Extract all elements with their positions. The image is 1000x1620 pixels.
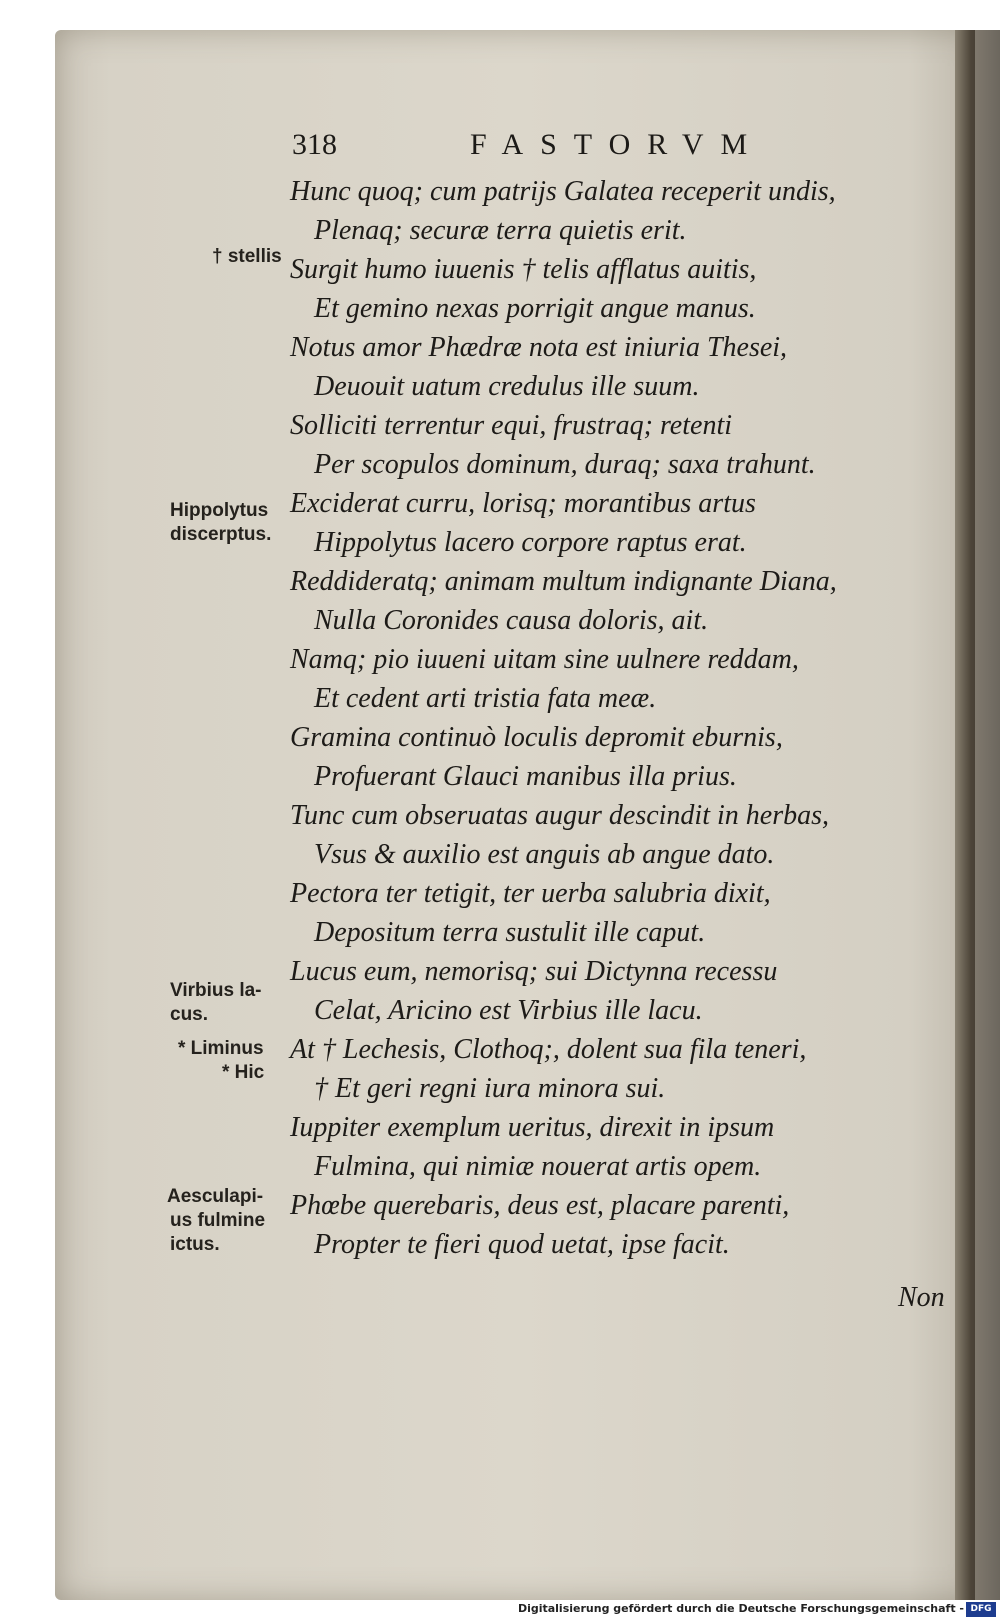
verse-line: Et gemino nexas porrigit angue manus. bbox=[314, 293, 756, 324]
verse-line: Vsus & auxilio est anguis ab angue dato. bbox=[314, 839, 775, 870]
verse-line: Solliciti terrentur equi, frustraq; retenti bbox=[290, 410, 732, 441]
margin-note: Aesculapi- bbox=[167, 1186, 264, 1207]
verse-line: Nulla Coronides causa doloris, ait. bbox=[314, 605, 709, 636]
running-head: FASTORVM bbox=[470, 128, 765, 161]
verse-line: † Et geri regni iura minora sui. bbox=[314, 1073, 666, 1104]
margin-note: discerptus. bbox=[170, 524, 272, 545]
verse-line: Plenaq; securæ terra quietis erit. bbox=[314, 215, 687, 246]
margin-note: * Liminus bbox=[178, 1038, 264, 1059]
margin-note: us fulmine bbox=[170, 1210, 266, 1231]
verse-line: Lucus eum, nemorisq; sui Dictynna recessu bbox=[290, 956, 778, 987]
verse-line: Deuouit uatum credulus ille suum. bbox=[314, 371, 700, 402]
verse-line: Hippolytus lacero corpore raptus erat. bbox=[314, 527, 747, 558]
margin-note: ictus. bbox=[170, 1234, 220, 1255]
verse-line: Notus amor Phædræ nota est iniuria Thesei, bbox=[290, 332, 788, 363]
verse-line: Iuppiter exemplum ueritus, direxit in ipsum bbox=[290, 1112, 775, 1143]
catchword: Non bbox=[898, 1282, 945, 1313]
verse-line: At † Lechesis, Clothoq;, dolent sua fila teneri, bbox=[290, 1034, 807, 1065]
footer-credit: Digitalisierung gefördert durch die Deutsche Forschungsgemeinschaft - bbox=[517, 1602, 964, 1615]
page-number: 318 bbox=[292, 128, 337, 161]
verse-line: Profuerant Glauci manibus illa prius. bbox=[314, 761, 737, 792]
verse-line: Tunc cum obseruatas augur descindit in herbas, bbox=[290, 800, 829, 831]
verse-line: Exciderat curru, lorisq; morantibus artus bbox=[290, 488, 756, 519]
margin-note: cus. bbox=[170, 1004, 209, 1025]
margin-note: * Hic bbox=[222, 1062, 265, 1083]
verse-line: Pectora ter tetigit, ter uerba salubria dixit, bbox=[290, 878, 771, 909]
verse-line: Phœbe querebaris, deus est, placare parenti, bbox=[290, 1190, 790, 1221]
verse-line: Et cedent arti tristia fata meæ. bbox=[314, 683, 657, 714]
verse-line: Depositum terra sustulit ille caput. bbox=[314, 917, 706, 948]
verse-line: Hunc quoq; cum patrijs Galatea receperit undis, bbox=[290, 176, 836, 207]
margin-note: Virbius la- bbox=[170, 980, 262, 1001]
dfg-logo: DFG bbox=[966, 1602, 996, 1617]
page-header bbox=[292, 128, 812, 168]
next-page-edge bbox=[975, 30, 1000, 1600]
verse-line: Propter te fieri quod uetat, ipse facit. bbox=[314, 1229, 730, 1260]
digitization-footer bbox=[0, 1600, 1000, 1620]
verse-line: Namq; pio iuueni uitam sine uulnere reddam, bbox=[290, 644, 799, 675]
verse-line: Gramina continuò loculis depromit eburnis, bbox=[290, 722, 783, 753]
verse-line: Surgit humo iuuenis † telis afflatus auitis, bbox=[290, 254, 757, 285]
margin-note: Hippolytus bbox=[170, 500, 269, 521]
verse-line: Reddideratq; animam multum indignante Diana, bbox=[290, 566, 837, 597]
verse-line: Per scopulos dominum, duraq; saxa trahunt. bbox=[314, 449, 816, 480]
verse-line: Fulmina, qui nimiæ nouerat artis opem. bbox=[314, 1151, 762, 1182]
verse-line: Celat, Aricino est Virbius ille lacu. bbox=[314, 995, 703, 1026]
margin-note: † stellis bbox=[212, 246, 282, 267]
